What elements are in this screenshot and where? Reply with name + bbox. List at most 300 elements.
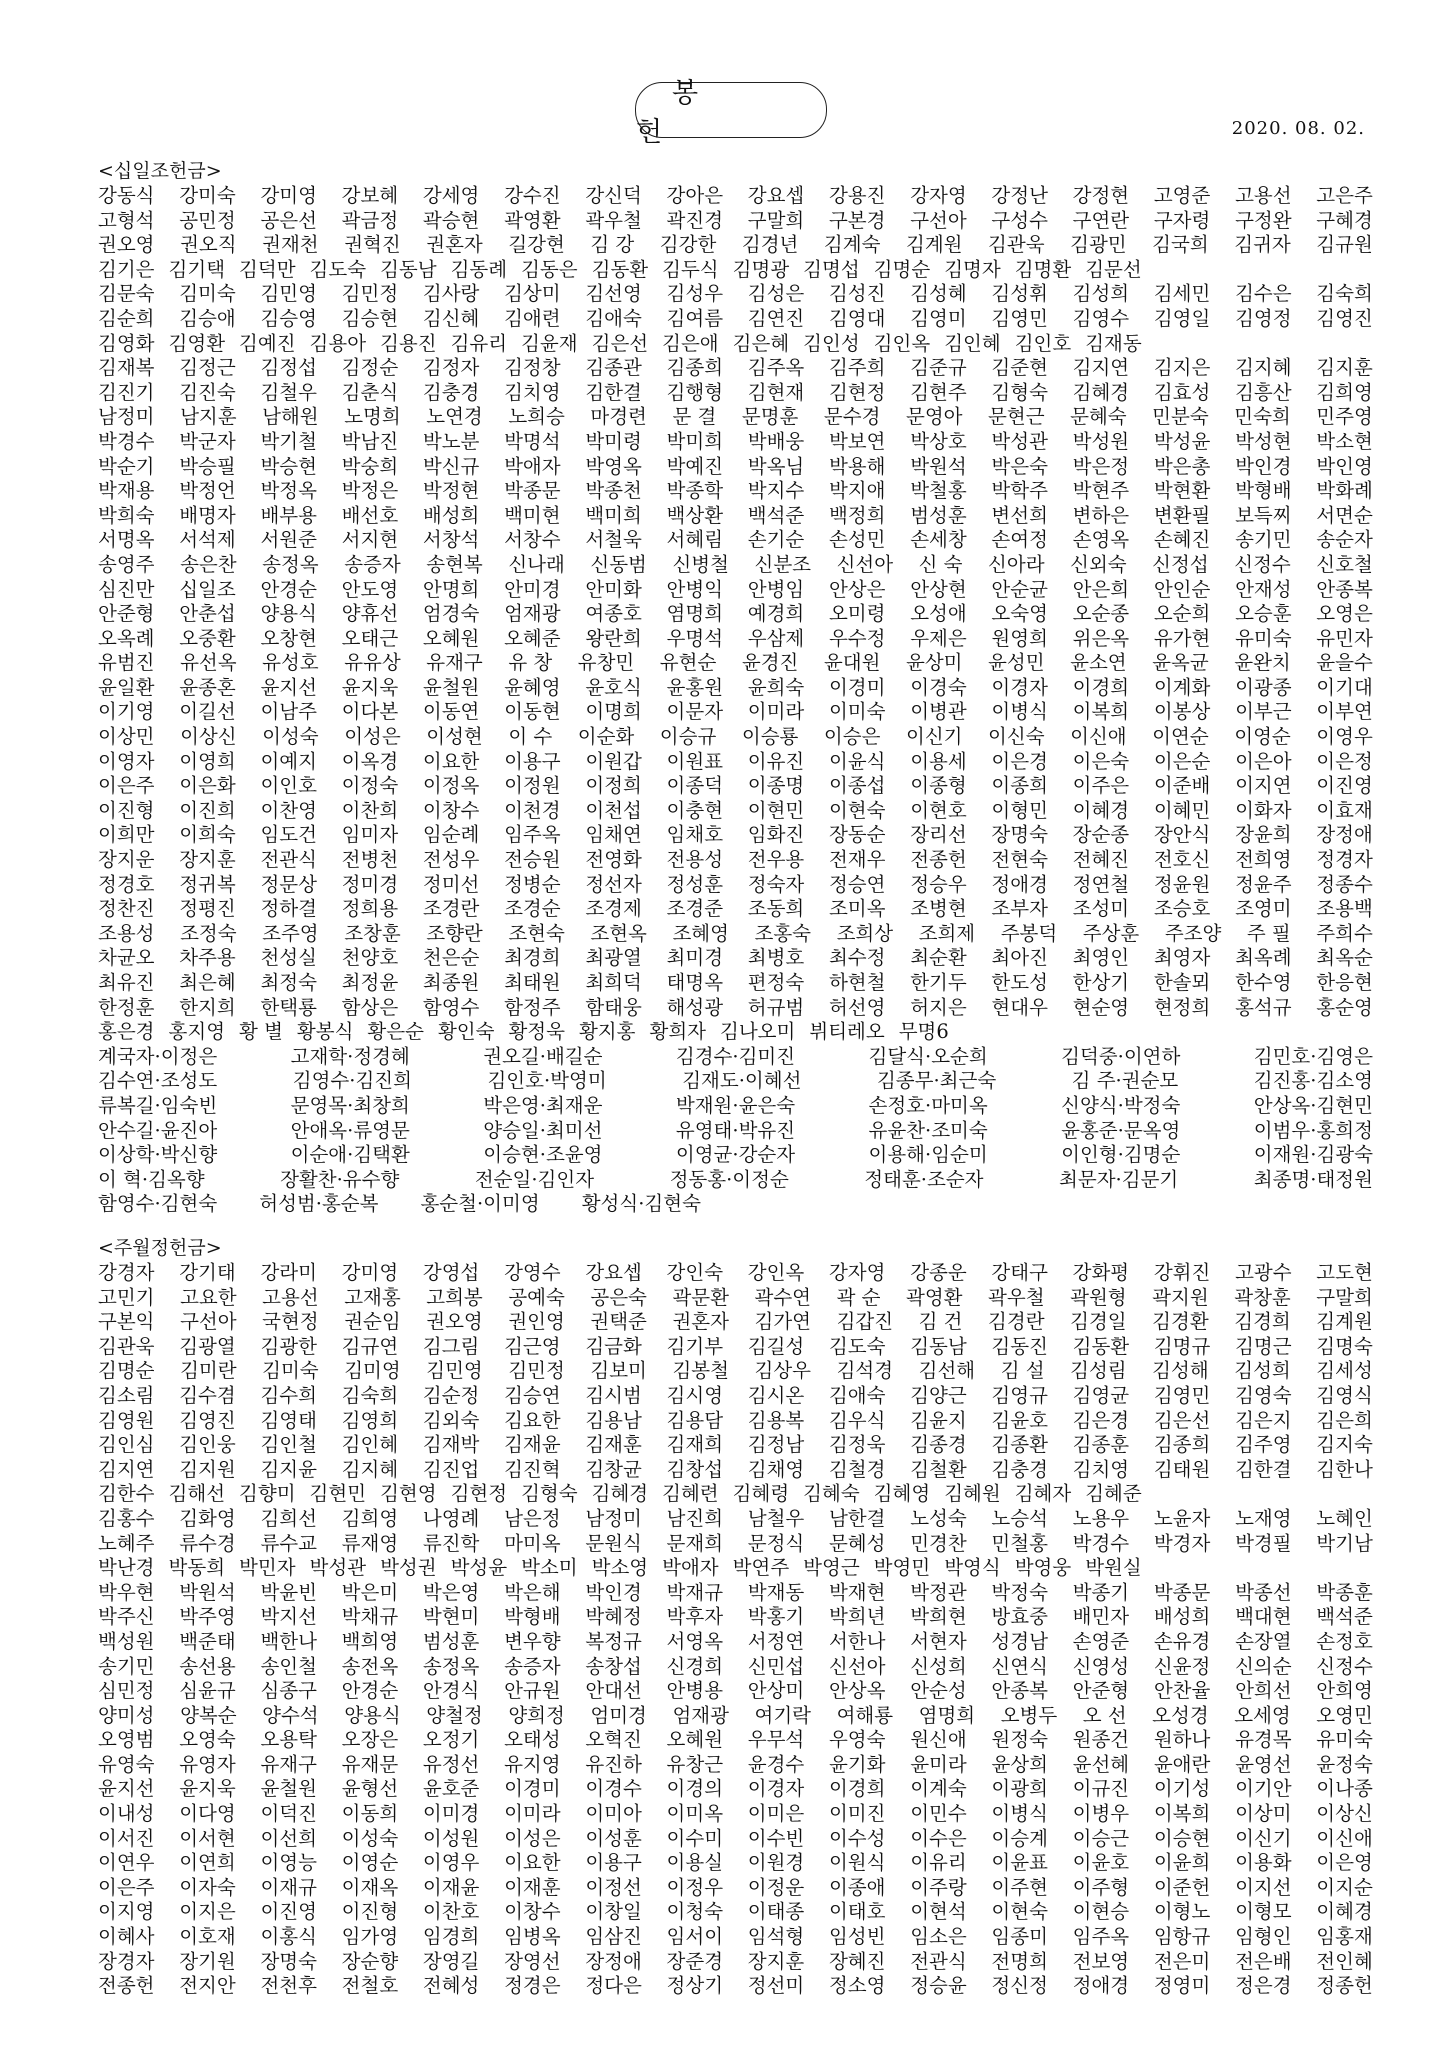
donor-name: 이연희 — [179, 1851, 236, 1875]
couple-name: 신양식·박정숙 — [1061, 1093, 1181, 1117]
donor-name: 정경자 — [1316, 848, 1373, 872]
donor-name: 강미영 — [260, 184, 317, 207]
donor-name: 박현환 — [1153, 479, 1211, 503]
donor-name: 류수교 — [260, 1531, 317, 1555]
donor-name: 안규원 — [504, 1679, 561, 1703]
donor-name: 강동식 — [98, 184, 155, 207]
couple-name: 박은영·최재운 — [483, 1093, 603, 1117]
donor-name: 임가영 — [341, 1925, 399, 1949]
donor-name: 김성림 — [1070, 1359, 1127, 1383]
couple-name: 김경수·김미진 — [675, 1044, 796, 1068]
donor-name: 오영은 — [1316, 602, 1373, 626]
donor-name: 정종수 — [1316, 872, 1373, 896]
donor-name: 구선아 — [910, 208, 967, 232]
name-row — [98, 1556, 1373, 1581]
donor-name: 함정주 — [504, 995, 561, 1019]
donor-name: 조홍숙 — [754, 921, 812, 945]
donor-name: 김인철 — [260, 1433, 317, 1457]
donor-name: 노승석 — [991, 1506, 1048, 1530]
donor-name: 박재현 — [828, 1580, 886, 1604]
donor-name: 유현순 — [659, 651, 717, 675]
donor-name: 이진영 — [1316, 774, 1373, 798]
donor-name: 심진만 — [98, 577, 155, 601]
donor-name: 유미숙 — [1316, 1728, 1373, 1752]
donor-name: 길강현 — [508, 233, 565, 257]
donor-name: 김윤호 — [991, 1408, 1048, 1432]
donor-name: 임서이 — [666, 1925, 724, 1949]
donor-name: 김윤재 — [521, 331, 578, 355]
donor-name: 김정욱 — [828, 1433, 886, 1457]
donor-name: 김치영 — [1072, 1457, 1130, 1481]
donor-name: 이경자 — [991, 675, 1048, 699]
donor-name: 구자령 — [1153, 208, 1211, 232]
donor-name: 구본경 — [828, 208, 886, 232]
name-row — [98, 455, 1373, 480]
donor-name: 이효재 — [1316, 798, 1373, 822]
donor-name: 백석준 — [747, 503, 805, 527]
donor-name: 정애경 — [991, 872, 1048, 896]
page-title: 봉 헌 — [635, 82, 827, 138]
donor-name: 김미영 — [344, 1359, 401, 1383]
donor-name: 이미옥 — [666, 1802, 724, 1826]
donor-name: 송증자 — [344, 552, 401, 576]
donor-name: 박보연 — [828, 429, 886, 453]
donor-name: 황 별 — [239, 1020, 283, 1044]
donor-name: 김창섭 — [666, 1457, 724, 1481]
donor-name: 이용구 — [504, 749, 561, 773]
donor-name: 오창현 — [260, 626, 317, 650]
donor-name: 김윤지 — [910, 1408, 967, 1432]
donor-name: 신아라 — [988, 552, 1045, 576]
donor-name: 최경희 — [504, 946, 561, 970]
donor-name: 박소미 — [521, 1556, 578, 1580]
donor-name: 김보미 — [590, 1359, 647, 1383]
donor-name: 윤완치 — [1234, 651, 1291, 675]
donor-name: 김세성 — [1316, 1359, 1373, 1383]
couple-name: 김덕중·이연하 — [1061, 1044, 1181, 1068]
donor-name: 안순성 — [910, 1679, 967, 1703]
name-row — [98, 1310, 1373, 1335]
couple-name: 류복길·임숙빈 — [98, 1093, 218, 1117]
donor-name: 문혜성 — [828, 1531, 886, 1555]
donor-name: 유 창 — [508, 651, 553, 675]
donor-name: 심민정 — [98, 1679, 155, 1703]
donor-name: 이현승 — [1072, 1900, 1130, 1924]
name-row — [98, 750, 1373, 775]
name-list — [98, 184, 1373, 1045]
donor-name: 황정욱 — [508, 1020, 565, 1044]
donor-name: 허규범 — [747, 995, 805, 1019]
name-row — [98, 553, 1373, 578]
donor-name: 구혜경 — [1316, 208, 1373, 232]
donor-name: 이종명 — [747, 774, 805, 798]
name-row — [98, 922, 1373, 947]
donor-name: 오혜준 — [504, 626, 561, 650]
donor-name: 민철홍 — [991, 1531, 1048, 1555]
donor-name: 류재영 — [341, 1531, 399, 1555]
donor-name: 차주용 — [179, 946, 236, 970]
donor-name: 십일조 — [179, 577, 236, 601]
donor-name: 서명옥 — [98, 528, 155, 552]
donor-name: 안명희 — [422, 577, 480, 601]
donor-name: 박홍기 — [747, 1605, 805, 1629]
donor-name: 전철호 — [341, 1974, 399, 1998]
donor-name: 이상신 — [1316, 1802, 1373, 1826]
donor-name: 조희제 — [918, 921, 976, 945]
name-row — [98, 1605, 1373, 1630]
donor-name: 김양근 — [910, 1383, 967, 1407]
donor-name: 조경순 — [504, 897, 561, 921]
donor-name: 박현주 — [1072, 479, 1130, 503]
donor-name: 김현정 — [828, 380, 886, 404]
donor-name: 김지은 — [1153, 356, 1211, 380]
donor-name: 이정우 — [666, 1875, 724, 1899]
donor-name: 권오영 — [98, 233, 155, 257]
donor-name: 강인숙 — [666, 1261, 724, 1284]
donor-name: 박옥님 — [747, 454, 805, 478]
donor-name: 이유진 — [747, 749, 805, 773]
donor-name: 박노분 — [422, 429, 480, 453]
donor-name: 곽우철 — [585, 208, 642, 232]
donor-name: 김수겸 — [179, 1383, 236, 1407]
donor-name: 노혜주 — [98, 1531, 155, 1555]
donor-name: 강요셉 — [585, 1261, 642, 1284]
donor-name: 전혜성 — [422, 1974, 480, 1998]
donor-name: 남진희 — [666, 1506, 724, 1530]
donor-name: 김동환 — [591, 257, 649, 281]
donor-name: 백대현 — [1235, 1605, 1292, 1629]
donor-name: 윤기화 — [828, 1752, 886, 1776]
donor-name: 강미숙 — [179, 184, 236, 207]
donor-name: 유창민 — [577, 651, 635, 675]
donor-name: 박재동 — [747, 1580, 805, 1604]
donor-name: 강자영 — [910, 184, 967, 207]
donor-name: 박은해 — [504, 1580, 561, 1604]
donor-name: 김경년 — [741, 233, 799, 257]
donor-name: 김성희 — [1234, 1359, 1291, 1383]
donor-name: 송증자 — [504, 1654, 561, 1678]
donor-name: 박종훈 — [1316, 1580, 1373, 1604]
donor-name: 유영자 — [179, 1752, 236, 1776]
donor-name: 손유경 — [1153, 1629, 1211, 1653]
donor-name: 김경란 — [988, 1310, 1045, 1334]
donor-name: 전희영 — [1235, 848, 1292, 872]
donor-name: 박영민 — [873, 1556, 931, 1580]
donor-name: 김영원 — [98, 1408, 155, 1432]
donor-name: 김현민 — [309, 1482, 367, 1506]
donor-name: 윤혜영 — [504, 675, 561, 699]
donor-name: 김 건 — [918, 1310, 963, 1334]
donor-name: 류진학 — [422, 1531, 480, 1555]
donor-name: 이영순 — [1234, 725, 1291, 749]
donor-name: 안대선 — [585, 1679, 642, 1703]
name-row — [98, 1876, 1373, 1901]
donor-name: 신선아 — [828, 1654, 886, 1678]
donor-name: 유미숙 — [1235, 626, 1292, 650]
donor-name: 양수석 — [262, 1703, 319, 1727]
donor-name: 김영환 — [168, 331, 226, 355]
donor-name: 최정윤 — [341, 971, 399, 994]
name-row — [98, 1359, 1373, 1384]
donor-name: 장명숙 — [260, 1949, 317, 1973]
donor-name: 전재우 — [828, 848, 886, 872]
donor-name: 박정은 — [341, 479, 399, 503]
donor-name: 이원표 — [666, 749, 724, 773]
donor-name: 박주신 — [98, 1605, 155, 1629]
donor-name: 김국희 — [1152, 233, 1209, 257]
donor-name: 송정옥 — [422, 1654, 480, 1678]
donor-name: 박정관 — [910, 1580, 967, 1604]
donor-name: 이수빈 — [747, 1826, 805, 1850]
donor-name: 정소영 — [828, 1974, 886, 1998]
donor-name: 신윤정 — [1153, 1654, 1211, 1678]
donor-name: 윤철원 — [260, 1777, 317, 1801]
donor-name: 장지훈 — [747, 1949, 805, 1973]
donor-name: 박동희 — [168, 1556, 226, 1580]
donor-name: 박철홍 — [910, 479, 967, 503]
couple-name: 정동홍·이정순 — [669, 1167, 789, 1191]
donor-name: 장혜진 — [828, 1949, 886, 1973]
donor-name: 오정기 — [422, 1728, 480, 1752]
donor-name: 박학주 — [991, 479, 1048, 503]
couple-row — [98, 1192, 1373, 1217]
donor-name: 원신애 — [910, 1728, 967, 1752]
donor-name: 장순종 — [1072, 823, 1130, 847]
donor-name: 김석경 — [836, 1359, 894, 1383]
donor-name: 박기철 — [260, 429, 317, 453]
couple-name: 장활찬·유수향 — [280, 1167, 400, 1191]
donor-name: 이승현 — [1153, 1826, 1211, 1850]
donor-name: 김현정 — [450, 1482, 508, 1506]
donor-name: 김숙희 — [341, 1383, 399, 1407]
donor-name: 뷔티레오 — [809, 1020, 885, 1044]
donor-name: 손영옥 — [1072, 528, 1130, 552]
donor-name: 이종덕 — [666, 774, 724, 798]
donor-name: 김희영 — [1316, 380, 1373, 404]
donor-name: 김선해 — [918, 1359, 976, 1383]
donor-name: 김지훈 — [1316, 356, 1373, 380]
donor-name: 허선영 — [828, 995, 886, 1019]
donor-name: 김승현 — [341, 306, 399, 330]
name-row — [98, 332, 1373, 357]
donor-name: 임소은 — [910, 1925, 967, 1949]
donor-name: 이자숙 — [179, 1875, 236, 1899]
donor-name: 정경호 — [98, 872, 155, 896]
donor-name: 이인호 — [260, 774, 317, 798]
donor-name: 송인철 — [260, 1654, 317, 1678]
donor-name: 방효중 — [991, 1605, 1048, 1629]
donor-name: 박형배 — [504, 1605, 561, 1629]
donor-name: 강태구 — [991, 1261, 1048, 1284]
donor-name: 박재규 — [666, 1580, 724, 1604]
donor-name: 서영옥 — [666, 1629, 724, 1653]
donor-name: 최유진 — [98, 971, 155, 994]
donor-name: 이미라 — [504, 1802, 561, 1826]
donor-name: 김종관 — [585, 356, 642, 380]
donor-name: 장안식 — [1153, 823, 1211, 847]
donor-name: 송기민 — [98, 1654, 155, 1678]
donor-name: 이성숙 — [341, 1826, 399, 1850]
name-list — [98, 1261, 1373, 1999]
donor-name: 국현정 — [262, 1310, 319, 1334]
donor-name: 여종호 — [585, 602, 642, 626]
donor-name: 오 선 — [1082, 1703, 1127, 1727]
donor-name: 김인성 — [803, 331, 860, 355]
donor-name: 양복순 — [180, 1703, 237, 1727]
donor-name: 김도숙 — [309, 257, 367, 281]
name-row — [98, 258, 1373, 283]
donor-name: 박소영 — [591, 1556, 649, 1580]
donor-name: 김 설 — [1000, 1359, 1045, 1383]
donor-name: 전승원 — [504, 848, 561, 872]
donor-name: 민주영 — [1316, 405, 1373, 429]
donor-name: 우명석 — [666, 626, 724, 650]
donor-name: 강영섭 — [422, 1261, 480, 1284]
donor-name: 백희영 — [341, 1629, 399, 1653]
donor-name: 박난경 — [98, 1556, 155, 1580]
donor-name: 배부용 — [260, 503, 317, 527]
donor-name: 안춘섭 — [179, 602, 236, 626]
donor-name: 박경수 — [1072, 1531, 1130, 1555]
donor-name: 이경희 — [828, 1777, 886, 1801]
donor-name: 김명순 — [98, 1359, 155, 1383]
name-row — [98, 1802, 1373, 1827]
tithe-section — [98, 160, 1373, 1217]
donor-name: 황봉식 — [296, 1020, 354, 1044]
donor-name: 김재희 — [666, 1433, 724, 1457]
donor-name: 김시영 — [666, 1383, 724, 1407]
donor-name: 김순희 — [98, 306, 155, 330]
donor-name: 이혜민 — [1153, 798, 1211, 822]
donor-name: 태명옥 — [666, 971, 724, 994]
couple-name: 이상학·박신향 — [98, 1143, 218, 1167]
donor-name: 김동례 — [450, 257, 508, 281]
donor-name: 임삼진 — [585, 1925, 642, 1949]
donor-name: 이미라 — [747, 700, 805, 724]
donor-name: 이준헌 — [1153, 1875, 1211, 1899]
donor-name: 신동범 — [590, 552, 647, 576]
donor-name: 이영능 — [260, 1851, 317, 1875]
donor-name: 권혁진 — [344, 233, 401, 257]
donor-name: 김철경 — [828, 1457, 886, 1481]
donor-name: 복정규 — [585, 1629, 642, 1653]
donor-name: 손정호 — [1316, 1629, 1373, 1653]
donor-name: 이진희 — [179, 798, 236, 822]
donor-name: 이순화 — [577, 725, 635, 749]
donor-name: 이부근 — [1235, 700, 1292, 724]
donor-name: 이주현 — [991, 1875, 1048, 1899]
donor-name: 유성호 — [262, 651, 319, 675]
donor-name: 권혼자 — [426, 233, 483, 257]
donor-name: 장경자 — [98, 1949, 155, 1973]
donor-name: 전인혜 — [1316, 1949, 1373, 1973]
donor-name: 이다영 — [179, 1802, 236, 1826]
name-row — [98, 184, 1373, 209]
donor-name: 오태근 — [341, 626, 399, 650]
donor-name: 오미령 — [828, 602, 886, 626]
donor-name: 정은경 — [1235, 1974, 1292, 1998]
donor-name: 정상기 — [666, 1974, 724, 1998]
donor-name: 김유리 — [450, 331, 508, 355]
couple-list — [98, 1045, 1373, 1217]
donor-name: 김해선 — [168, 1482, 226, 1506]
donor-name: 이승룡 — [741, 725, 799, 749]
donor-name: 구연란 — [1072, 208, 1130, 232]
donor-name: 김은지 — [1235, 1408, 1292, 1432]
donor-name: 서정연 — [747, 1629, 805, 1653]
donor-name: 박배웅 — [747, 429, 805, 453]
donor-name: 남철우 — [747, 1506, 805, 1530]
donor-name: 이예지 — [260, 749, 317, 773]
donor-name: 고도현 — [1316, 1261, 1373, 1284]
couple-name: 최문자·김문기 — [1059, 1167, 1179, 1191]
donor-name: 엄재광 — [504, 602, 561, 626]
donor-name: 김동환 — [1072, 1334, 1130, 1358]
donor-name: 강인옥 — [747, 1261, 805, 1284]
donor-name: 이지영 — [98, 1900, 155, 1924]
donor-name: 안재성 — [1235, 577, 1292, 601]
donor-name: 이종희 — [991, 774, 1048, 798]
donor-name: 손세창 — [910, 528, 967, 552]
donor-name: 오숙영 — [991, 602, 1048, 626]
donor-name: 노윤자 — [1153, 1506, 1211, 1530]
donor-name: 권오직 — [180, 233, 237, 257]
donor-name: 임주옥 — [1072, 1925, 1130, 1949]
donor-name: 구말희 — [747, 208, 805, 232]
donor-name: 원정숙 — [991, 1728, 1048, 1752]
donor-name: 이동희 — [341, 1802, 399, 1826]
donor-name: 노용우 — [1072, 1506, 1130, 1530]
donor-name: 김동은 — [521, 257, 578, 281]
donor-name: 김정창 — [504, 356, 561, 380]
donor-name: 장리선 — [910, 823, 967, 847]
name-row — [98, 209, 1373, 234]
donor-name: 이홍식 — [260, 1925, 317, 1949]
donor-name: 한지희 — [179, 995, 236, 1019]
donor-name: 신정수 — [1234, 552, 1291, 576]
donor-name: 손기순 — [747, 528, 805, 552]
donor-name: 박영근 — [803, 1556, 860, 1580]
donor-name: 공예숙 — [508, 1285, 565, 1309]
donor-name: 이복희 — [1153, 1802, 1211, 1826]
donor-name: 김혜경 — [591, 1482, 649, 1506]
donor-name: 이계숙 — [910, 1777, 967, 1801]
donor-name: 이재규 — [260, 1875, 317, 1899]
donor-name: 문정식 — [747, 1531, 805, 1555]
donor-name: 이신애 — [1070, 725, 1127, 749]
couple-row — [98, 1168, 1373, 1193]
donor-name: 박종학 — [666, 479, 724, 503]
donor-name: 양용식 — [260, 602, 317, 626]
donor-name: 함상은 — [341, 995, 399, 1019]
donor-name: 박희년 — [828, 1605, 886, 1629]
donor-name: 주희수 — [1316, 921, 1373, 945]
donor-name: 정선자 — [585, 872, 642, 896]
donor-name: 문현근 — [988, 405, 1045, 429]
donor-name: 김영정 — [1235, 306, 1292, 330]
donor-name: 우무석 — [747, 1728, 805, 1752]
donor-name: 김문숙 — [98, 282, 155, 306]
donor-name: 위은옥 — [1072, 626, 1130, 650]
donor-name: 현순영 — [1072, 995, 1130, 1019]
donor-name: 곽승현 — [422, 208, 480, 232]
name-row — [98, 528, 1373, 553]
donor-name: 고재홍 — [344, 1285, 401, 1309]
donor-name: 박경수 — [98, 429, 155, 453]
donor-name: 유지영 — [504, 1752, 561, 1776]
donor-name: 김봉철 — [672, 1359, 729, 1383]
donor-name: 김상미 — [504, 282, 561, 306]
